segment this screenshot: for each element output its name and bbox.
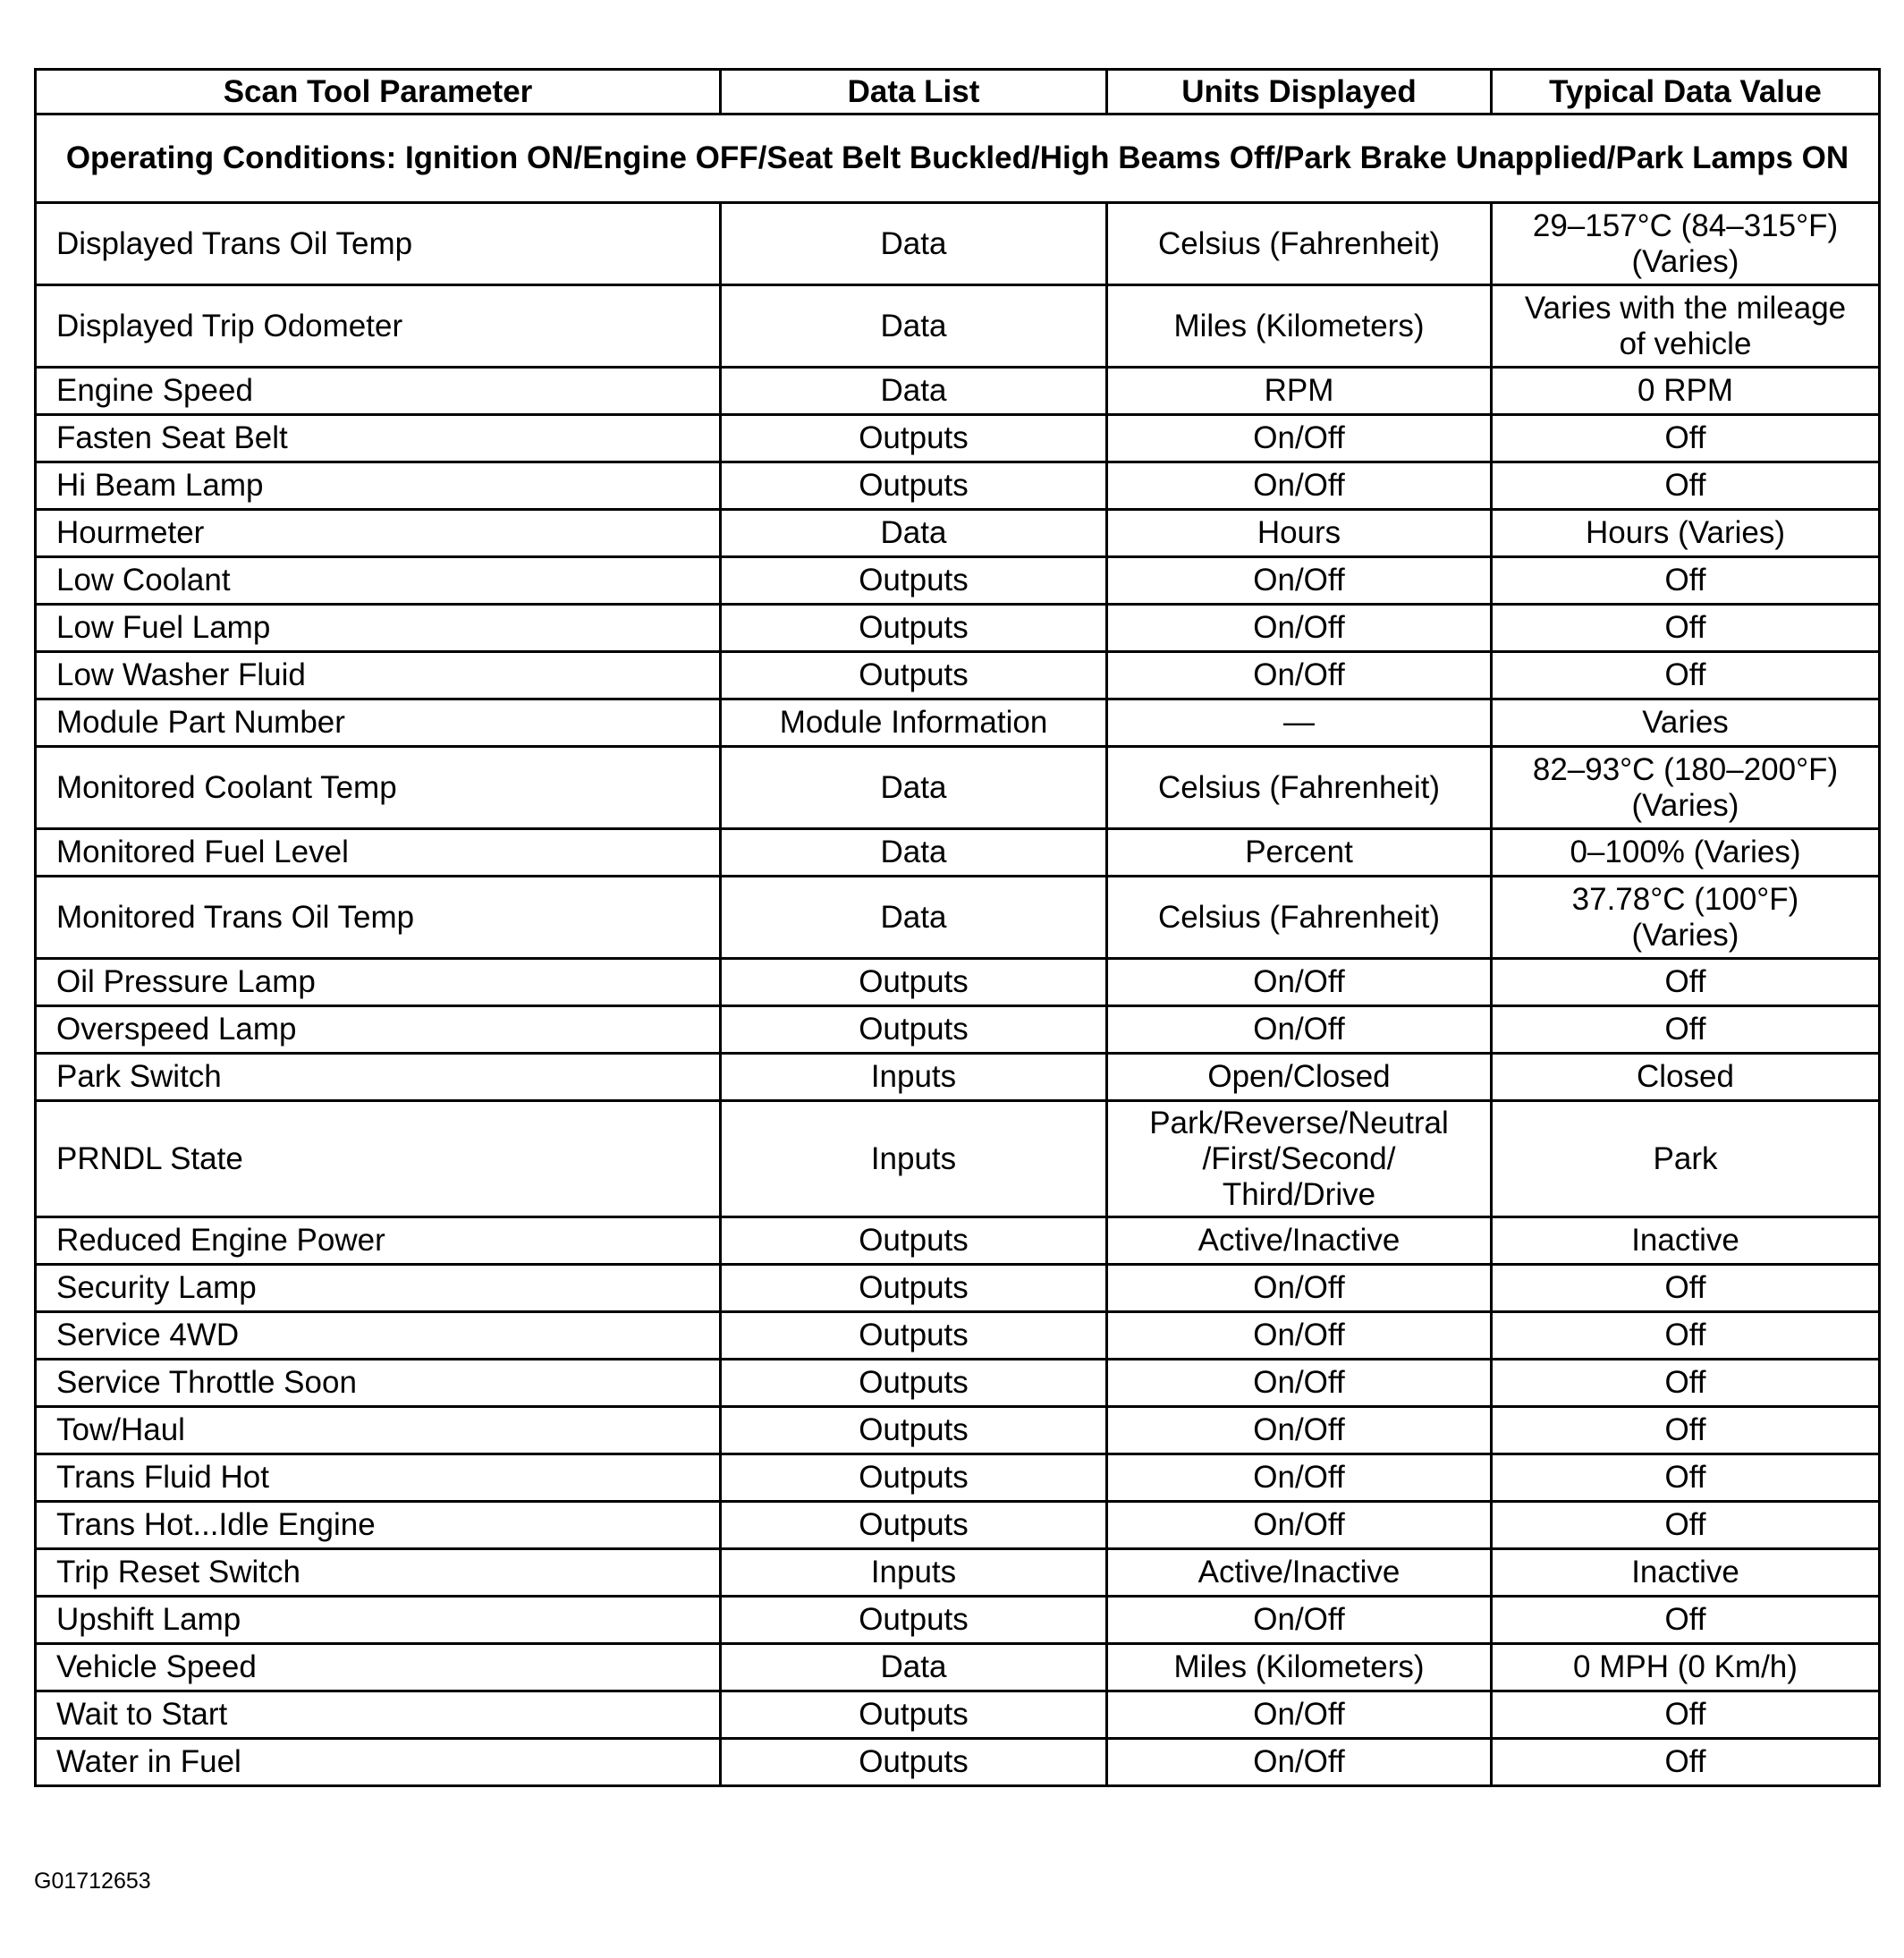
data-list-cell: Data xyxy=(721,829,1107,877)
parameter-cell: Tow/Haul xyxy=(36,1407,721,1454)
typical-value-cell: Off xyxy=(1492,605,1880,652)
parameter-cell: Low Coolant xyxy=(36,557,721,605)
data-list-cell: Data xyxy=(721,285,1107,368)
units-cell: On/Off xyxy=(1107,605,1492,652)
table-row xyxy=(36,1502,1880,1549)
parameter-cell: Fasten Seat Belt xyxy=(36,415,721,462)
units-cell: Celsius (Fahrenheit) xyxy=(1107,747,1492,829)
parameter-cell: Trans Hot...Idle Engine xyxy=(36,1502,721,1549)
units-cell: Celsius (Fahrenheit) xyxy=(1107,203,1492,285)
units-cell: Celsius (Fahrenheit) xyxy=(1107,877,1492,959)
typical-value-cell: Off xyxy=(1492,1739,1880,1786)
typical-value-cell: Off xyxy=(1492,557,1880,605)
typical-value-cell: Off xyxy=(1492,1265,1880,1312)
operating-conditions-row xyxy=(36,114,1880,203)
table-row xyxy=(36,1644,1880,1691)
table-row xyxy=(36,557,1880,605)
typical-value-cell: Off xyxy=(1492,1360,1880,1407)
header-row xyxy=(36,70,1880,114)
header-units-displayed: Units Displayed xyxy=(1107,70,1492,114)
table-row xyxy=(36,285,1880,368)
typical-value-cell: 29–157°C (84–315°F) (Varies) xyxy=(1492,203,1880,285)
typical-value-cell: Off xyxy=(1492,1407,1880,1454)
data-list-cell: Outputs xyxy=(721,605,1107,652)
data-list-cell: Outputs xyxy=(721,1691,1107,1739)
data-list-cell: Data xyxy=(721,1644,1107,1691)
units-cell: Active/Inactive xyxy=(1107,1549,1492,1597)
data-list-cell: Inputs xyxy=(721,1054,1107,1101)
table-row xyxy=(36,368,1880,415)
parameter-cell: Trans Fluid Hot xyxy=(36,1454,721,1502)
typical-value-cell: Off xyxy=(1492,1597,1880,1644)
table-row xyxy=(36,1006,1880,1054)
data-list-cell: Module Information xyxy=(721,699,1107,747)
typical-value-cell: Off xyxy=(1492,1312,1880,1360)
units-cell: Open/Closed xyxy=(1107,1054,1492,1101)
units-cell: RPM xyxy=(1107,368,1492,415)
table-row xyxy=(36,1597,1880,1644)
data-list-cell: Data xyxy=(721,510,1107,557)
table-row xyxy=(36,203,1880,285)
table-row xyxy=(36,1407,1880,1454)
table-row xyxy=(36,652,1880,699)
typical-value-cell: 0–100% (Varies) xyxy=(1492,829,1880,877)
parameter-cell: Reduced Engine Power xyxy=(36,1217,721,1265)
typical-value-cell: Off xyxy=(1492,415,1880,462)
table-row xyxy=(36,1549,1880,1597)
units-cell: On/Off xyxy=(1107,1407,1492,1454)
typical-value-cell: Varies xyxy=(1492,699,1880,747)
data-list-cell: Outputs xyxy=(721,1312,1107,1360)
units-cell: On/Off xyxy=(1107,1739,1492,1786)
typical-value-cell: Inactive xyxy=(1492,1217,1880,1265)
data-list-cell: Outputs xyxy=(721,1739,1107,1786)
units-cell: Miles (Kilometers) xyxy=(1107,285,1492,368)
typical-value-cell: Off xyxy=(1492,1502,1880,1549)
data-list-cell: Data xyxy=(721,368,1107,415)
typical-value-cell: 37.78°C (100°F) (Varies) xyxy=(1492,877,1880,959)
units-cell: On/Off xyxy=(1107,1454,1492,1502)
data-list-cell: Outputs xyxy=(721,1006,1107,1054)
parameter-cell: Displayed Trip Odometer xyxy=(36,285,721,368)
table-row xyxy=(36,699,1880,747)
parameter-cell: Displayed Trans Oil Temp xyxy=(36,203,721,285)
units-cell: On/Off xyxy=(1107,1006,1492,1054)
units-cell: Miles (Kilometers) xyxy=(1107,1644,1492,1691)
table-row xyxy=(36,1360,1880,1407)
units-cell: On/Off xyxy=(1107,1597,1492,1644)
typical-value-cell: Inactive xyxy=(1492,1549,1880,1597)
typical-value-cell: Hours (Varies) xyxy=(1492,510,1880,557)
typical-value-cell: 0 MPH (0 Km/h) xyxy=(1492,1644,1880,1691)
typical-value-cell: Park xyxy=(1492,1101,1880,1217)
data-list-cell: Outputs xyxy=(721,557,1107,605)
data-list-cell: Data xyxy=(721,877,1107,959)
table-row xyxy=(36,1101,1880,1217)
typical-value-cell: Off xyxy=(1492,959,1880,1006)
parameter-cell: Wait to Start xyxy=(36,1691,721,1739)
data-list-cell: Outputs xyxy=(721,652,1107,699)
parameter-cell: Hourmeter xyxy=(36,510,721,557)
parameter-cell: Water in Fuel xyxy=(36,1739,721,1786)
table-row xyxy=(36,829,1880,877)
data-list-cell: Inputs xyxy=(721,1549,1107,1597)
parameter-cell: Security Lamp xyxy=(36,1265,721,1312)
parameter-cell: Oil Pressure Lamp xyxy=(36,959,721,1006)
table-row xyxy=(36,605,1880,652)
table-row xyxy=(36,415,1880,462)
data-list-cell: Outputs xyxy=(721,959,1107,1006)
typical-value-cell: Off xyxy=(1492,1006,1880,1054)
figure-code: G01712653 xyxy=(34,1869,151,1894)
units-cell: On/Off xyxy=(1107,959,1492,1006)
typical-value-cell: 0 RPM xyxy=(1492,368,1880,415)
units-cell: On/Off xyxy=(1107,1265,1492,1312)
typical-value-cell: Off xyxy=(1492,1454,1880,1502)
data-list-cell: Outputs xyxy=(721,1454,1107,1502)
units-cell: On/Off xyxy=(1107,1502,1492,1549)
table-row xyxy=(36,877,1880,959)
data-list-cell: Data xyxy=(721,203,1107,285)
table-row xyxy=(36,1265,1880,1312)
data-list-cell: Outputs xyxy=(721,1360,1107,1407)
data-list-cell: Outputs xyxy=(721,1265,1107,1312)
units-cell: Active/Inactive xyxy=(1107,1217,1492,1265)
parameter-cell: Trip Reset Switch xyxy=(36,1549,721,1597)
header-typical-data-value: Typical Data Value xyxy=(1492,70,1880,114)
table-row xyxy=(36,959,1880,1006)
typical-value-cell: Off xyxy=(1492,462,1880,510)
units-cell: On/Off xyxy=(1107,652,1492,699)
units-cell: On/Off xyxy=(1107,1312,1492,1360)
table-row xyxy=(36,1217,1880,1265)
table-row xyxy=(36,747,1880,829)
parameter-cell: Vehicle Speed xyxy=(36,1644,721,1691)
parameter-cell: Overspeed Lamp xyxy=(36,1006,721,1054)
parameter-cell: Hi Beam Lamp xyxy=(36,462,721,510)
parameter-cell: Low Fuel Lamp xyxy=(36,605,721,652)
parameter-cell: Monitored Fuel Level xyxy=(36,829,721,877)
data-list-cell: Outputs xyxy=(721,1217,1107,1265)
header-data-list: Data List xyxy=(721,70,1107,114)
data-list-cell: Outputs xyxy=(721,1407,1107,1454)
parameter-cell: PRNDL State xyxy=(36,1101,721,1217)
parameter-cell: Upshift Lamp xyxy=(36,1597,721,1644)
parameter-cell: Park Switch xyxy=(36,1054,721,1101)
parameter-cell: Monitored Coolant Temp xyxy=(36,747,721,829)
table-row xyxy=(36,510,1880,557)
header-scan-tool-parameter: Scan Tool Parameter xyxy=(36,70,721,114)
table-row xyxy=(36,462,1880,510)
typical-value-cell: Off xyxy=(1492,1691,1880,1739)
units-cell: On/Off xyxy=(1107,1691,1492,1739)
table-row xyxy=(36,1691,1880,1739)
data-list-cell: Data xyxy=(721,747,1107,829)
data-list-cell: Inputs xyxy=(721,1101,1107,1217)
operating-conditions: Operating Conditions: Ignition ON/Engine OFF/Seat Belt Buckled/High Beams Off/Park Brake Unapplied/Park Lamps ON xyxy=(36,114,1880,203)
units-cell: On/Off xyxy=(1107,415,1492,462)
units-cell: — xyxy=(1107,699,1492,747)
units-cell: Park/Reverse/Neutral /First/Second/ Third/Drive xyxy=(1107,1101,1492,1217)
typical-value-cell: Varies with the mileage of vehicle xyxy=(1492,285,1880,368)
data-list-cell: Outputs xyxy=(721,462,1107,510)
units-cell: On/Off xyxy=(1107,557,1492,605)
table-row xyxy=(36,1454,1880,1502)
parameter-cell: Monitored Trans Oil Temp xyxy=(36,877,721,959)
table-row xyxy=(36,1312,1880,1360)
data-list-cell: Outputs xyxy=(721,1502,1107,1549)
typical-value-cell: 82–93°C (180–200°F) (Varies) xyxy=(1492,747,1880,829)
typical-value-cell: Closed xyxy=(1492,1054,1880,1101)
scan-tool-data-table xyxy=(34,68,1881,1787)
parameter-cell: Low Washer Fluid xyxy=(36,652,721,699)
data-list-cell: Outputs xyxy=(721,1597,1107,1644)
parameter-cell: Service Throttle Soon xyxy=(36,1360,721,1407)
data-list-cell: Outputs xyxy=(721,415,1107,462)
units-cell: Percent xyxy=(1107,829,1492,877)
units-cell: On/Off xyxy=(1107,1360,1492,1407)
table-row xyxy=(36,1054,1880,1101)
parameter-cell: Engine Speed xyxy=(36,368,721,415)
parameter-cell: Module Part Number xyxy=(36,699,721,747)
table-row xyxy=(36,1739,1880,1786)
parameter-cell: Service 4WD xyxy=(36,1312,721,1360)
typical-value-cell: Off xyxy=(1492,652,1880,699)
units-cell: On/Off xyxy=(1107,462,1492,510)
units-cell: Hours xyxy=(1107,510,1492,557)
